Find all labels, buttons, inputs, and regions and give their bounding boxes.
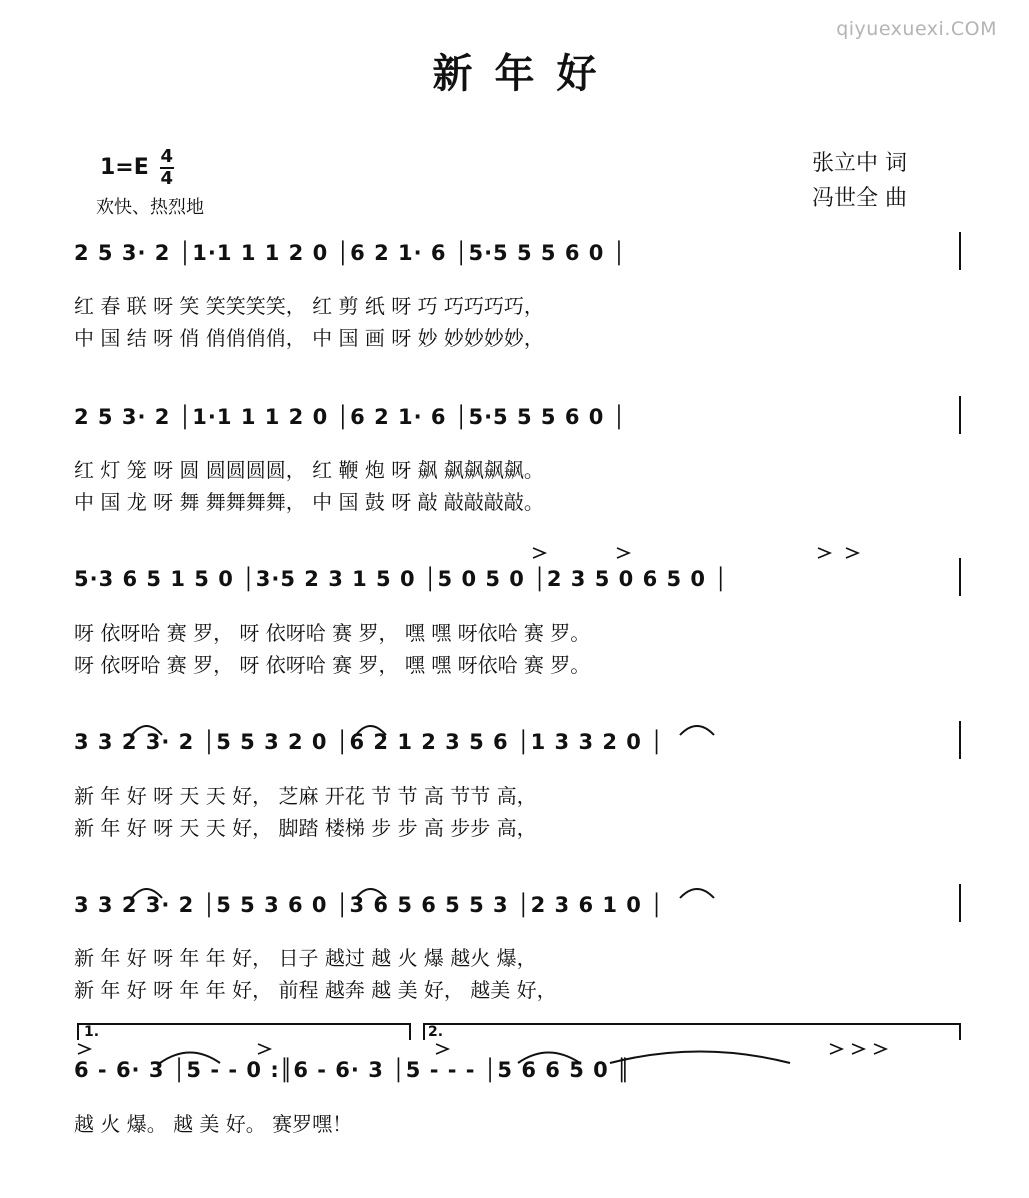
slur-row-4-b: [356, 726, 386, 735]
slur-row-5-c: [680, 889, 714, 898]
volta-second-bracket: [424, 1024, 960, 1040]
lyric-row-3-verse-2: 呀 依呀哈 赛 罗， 呀 依呀哈 赛 罗， 嘿 嘿 呀依哈 赛 罗。: [74, 653, 591, 677]
composer-credit: 冯世全 曲: [812, 186, 907, 211]
notation-row-3: 5·3 6 5 1 5 0 │3·5 2 3 1 5 0 │5 0 5 0 │2 3 5 0 6 5 0 │: [74, 567, 728, 591]
slur-row-4-a: [132, 726, 162, 735]
notation-row-1: 2 5 3· 2 │1·1 1 1 2 0 │6 2 1· 6 │5·5 5 5 6 0 │: [74, 241, 627, 265]
slur-row-6-b: [518, 1053, 580, 1064]
volta-first-label: 1.: [84, 1024, 100, 1040]
notation-row-2: 2 5 3· 2 │1·1 1 1 2 0 │6 2 1· 6 │5·5 5 5 6 0 │: [74, 405, 627, 429]
lyric-row-2-verse-2: 中 国 龙 呀 舞 舞舞舞舞， 中 国 鼓 呀 敲 敲敲敲敲。: [74, 490, 544, 514]
slur-row-5-a: [132, 889, 162, 898]
notation-row-6: 6 - 6· 3 │5 - - 0 :║6 - 6· 3 │5 - - - │5 6 6 5 0 ║: [74, 1058, 631, 1082]
slur-row-6-tie: [610, 1052, 790, 1064]
time-signature-bottom: 4: [160, 168, 174, 189]
slur-row-6-a: [160, 1053, 220, 1064]
lyric-row-1-verse-2: 中 国 结 呀 俏 俏俏俏俏， 中 国 画 呀 妙 妙妙妙妙，: [74, 326, 544, 350]
slur-row-5-b: [356, 889, 386, 898]
lyric-row-4-verse-2: 新 年 好 呀 天 天 好， 脚踏 楼梯 步 步 高 步步 高，: [74, 816, 537, 840]
volta-second-label: 2.: [428, 1024, 444, 1040]
notation-row-4: 3 3 2 3· 2 │5 5 3 2 0 │6 2 1 2 3 5 6 │1 3 3 2 0 │: [74, 730, 664, 754]
lyric-row-1-verse-1: 红 春 联 呀 笑 笑笑笑笑， 红 剪 纸 呀 巧 巧巧巧巧，: [74, 294, 544, 318]
lyric-row-5-verse-1: 新 年 好 呀 年 年 好， 日子 越过 越 火 爆 越火 爆，: [74, 946, 537, 970]
lyric-row-2-verse-1: 红 灯 笼 呀 圆 圆圆圆圆， 红 鞭 炮 呀 飙 飙飙飙飙。: [74, 458, 544, 482]
time-signature-top: 4: [160, 146, 174, 167]
notation-row-5: 3 3 2 3· 2 │5 5 3 6 0 │3 6 5 6 5 5 3 │2 3 6 1 0 │: [74, 893, 664, 917]
slur-row-4-c: [680, 726, 714, 735]
page-title: 新年好: [432, 50, 619, 97]
watermark: qiyuexuexi.COM: [836, 18, 997, 40]
lyric-row-5-verse-2: 新 年 好 呀 年 年 好， 前程 越奔 越 美 好， 越美 好，: [74, 978, 557, 1002]
key-label: 1=E: [100, 155, 149, 180]
volta-first-bracket: [78, 1024, 410, 1040]
lyric-row-6: 越 火 爆。 越 美 好。 赛罗嘿！: [74, 1112, 353, 1136]
accent-marks: [78, 548, 886, 1054]
lyric-row-4-verse-1: 新 年 好 呀 天 天 好， 芝麻 开花 节 节 高 节节 高，: [74, 784, 537, 808]
tempo-marking: 欢快、热烈地: [96, 197, 204, 218]
lyricist-credit: 张立中 词: [812, 151, 907, 176]
lyric-row-3-verse-1: 呀 依呀哈 赛 罗， 呀 依呀哈 赛 罗， 嘿 嘿 呀依哈 赛 罗。: [74, 621, 591, 645]
